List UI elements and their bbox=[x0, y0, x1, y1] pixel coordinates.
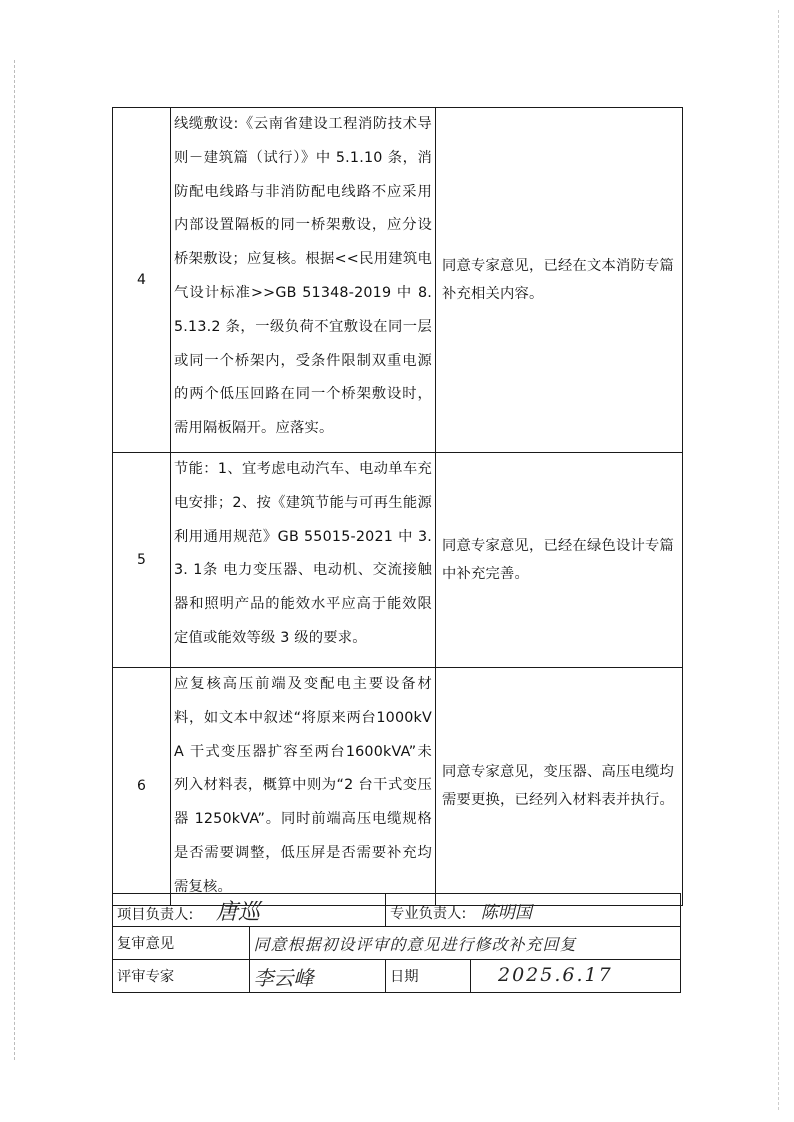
reply-cell bbox=[436, 108, 683, 453]
specialty-lead-label: 专业负责人: bbox=[390, 905, 467, 922]
expert-label: 评审专家 bbox=[113, 960, 250, 993]
reply-cell bbox=[436, 453, 683, 668]
issue-cell bbox=[171, 668, 436, 906]
issue-text: 节能：1、宜考虑电动汽车、电动单车充电安排；2、按《建筑节能与可再生能源利用通用规范》GB 55015-2021 中 3. 3. 1条 电力变压器、电动机、交流接触器和照明产品的能效水平应高于能效限定值或能效等级 3 级的要求。 bbox=[174, 461, 432, 646]
scan-edge-artifact bbox=[778, 10, 779, 1110]
project-lead-cell bbox=[113, 894, 386, 927]
issue-text: 应复核高压前端及变配电主要设备材料，如文本中叙述“将原来两台1000kVA 干式变压器扩容至两台1600kVA”未列入材料表，概算中则为“2 台干式变压器 1250kVA”。同时前端高压电缆规格是否需要调整，低压屏是否需要补充均需复核。 bbox=[174, 676, 432, 895]
expert-signature-cell bbox=[249, 960, 386, 993]
table-row bbox=[113, 668, 683, 906]
reply-text: 同意专家意见，变压器、高压电缆均需要更换，已经列入材料表并执行。 bbox=[442, 764, 674, 809]
signature-table bbox=[112, 893, 681, 993]
specialty-lead-cell bbox=[386, 894, 681, 927]
reply-text: 同意专家意见，已经在文本消防专篇补充相关内容。 bbox=[442, 258, 674, 302]
date-label: 日期 bbox=[390, 969, 419, 985]
issue-cell bbox=[171, 108, 436, 453]
project-lead-label: 项目负责人: bbox=[117, 906, 194, 923]
row-number: 5 bbox=[113, 453, 171, 668]
review-label: 复审意见 bbox=[113, 927, 250, 960]
expert-signature: 李云峰 bbox=[253, 965, 314, 990]
issue-cell bbox=[171, 453, 436, 668]
date-cell bbox=[386, 960, 681, 993]
review-opinion-cell bbox=[249, 927, 681, 960]
table-row bbox=[113, 453, 683, 668]
issue-text: 线缆敷设:《云南省建设工程消防技术导则－建筑篇（试行）》中 5.1.10 条，消防配电线路与非消防配电线路不应采用内部设置隔板的同一桥架敷设，应分设桥架敷设；应复核。根据<<民用建筑电气设计标准>>GB 51348-2019 中 8.5.13.2 条，一级负荷不宜敷设在同一层或同一个桥架内，受条件限制双重电源的两个低压回路在同一个桥架敷设时，需用隔板隔开。应落实。 bbox=[174, 116, 432, 437]
review-response-table bbox=[112, 107, 683, 906]
project-lead-signature: 唐巡 bbox=[215, 899, 260, 925]
date-handwriting: 2025.6.17 bbox=[498, 964, 613, 986]
reply-text: 同意专家意见，已经在绿色设计专篇中补充完善。 bbox=[442, 538, 674, 582]
row-number: 4 bbox=[113, 108, 171, 453]
review-row bbox=[113, 927, 681, 960]
expert-row bbox=[113, 960, 681, 993]
scan-edge-artifact bbox=[14, 60, 15, 1060]
row-number: 6 bbox=[113, 668, 171, 906]
signature-row bbox=[113, 894, 681, 927]
date-divider bbox=[470, 960, 471, 992]
specialty-lead-signature: 陈明国 bbox=[480, 902, 532, 923]
review-opinion-handwriting: 同意根据初设评审的意见进行修改补充回复 bbox=[253, 934, 577, 954]
table-row bbox=[113, 108, 683, 453]
reply-cell bbox=[436, 668, 683, 906]
